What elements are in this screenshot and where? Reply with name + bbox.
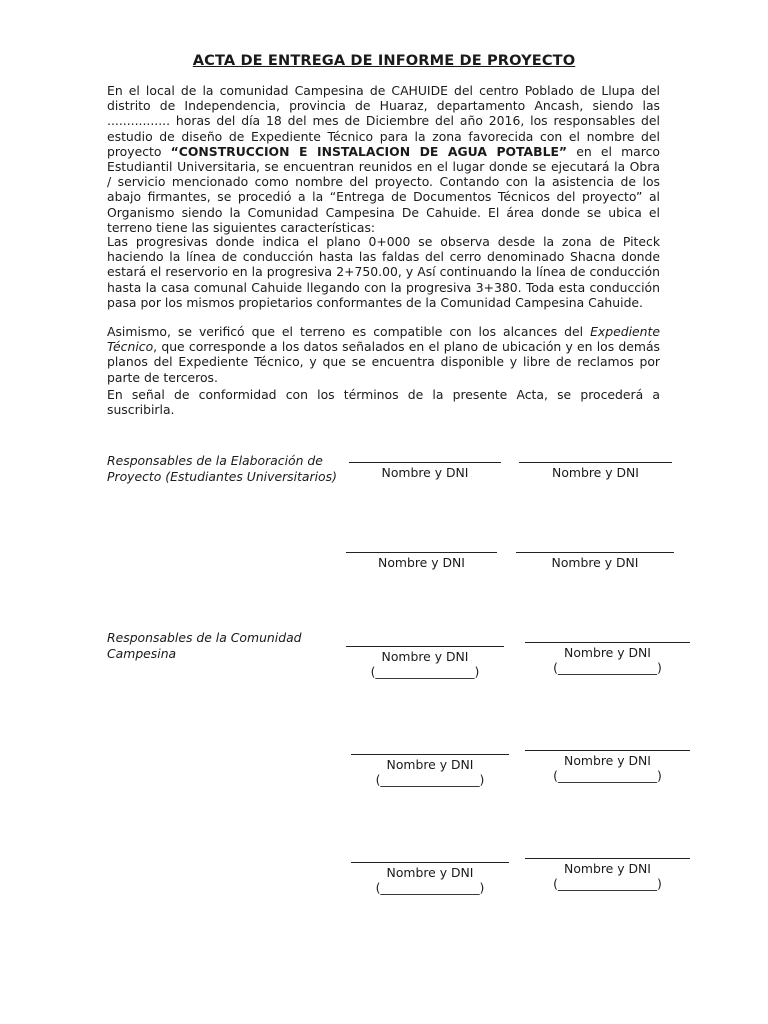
signature-caption: Nombre y DNI [386, 757, 474, 772]
signature-line [525, 750, 690, 751]
signature-block [525, 858, 690, 891]
intro-text-end: en el marco Estudiantil Universitaria, se encuentran reunidos en el lugar donde se ejecutará la Obra / servicio mencionado como nombre del proyecto. Contando con la asistencia de los abajo firmantes, se procedió a la “Entrega de Documentos Técnicos del proyecto” al Organismo siendo la Comunidad Campesina De Cahuide. El área donde se ubica el terreno tiene las siguientes características: [107, 143, 660, 235]
signature-caption: Nombre y DNI [381, 465, 469, 480]
signature-block [346, 646, 504, 679]
signature-block [519, 462, 672, 481]
verification-text-start: Asimismo, se verificó que el terreno es compatible con los alcances del [107, 324, 591, 339]
signature-caption: Nombre y DNI [552, 465, 639, 480]
signature-line [349, 462, 501, 463]
signature-line [516, 552, 674, 553]
signature-id-parenthesis: (________________) [375, 772, 485, 787]
signature-line [346, 552, 497, 553]
signature-block [351, 862, 509, 895]
signature-id-parenthesis: (________________) [553, 768, 662, 783]
progresivas-paragraph: Las progresivas donde indica el plano 0+000 se observa desde la zona de Piteck haciendo la línea de conducción hasta las faldas del cerro denominado Shacna donde estará el reservorio en la progresiva 2+750.00, y Así continuando la línea de conducción hasta la casa comunal Cahuide llegando con la progresiva 3+380. Toda esta conducción pasa por los mismos propietarios conformantes de la Comunidad Campesina Cahuide. [107, 234, 660, 310]
students-responsibles-label: Responsables de la Elaboración de Proyecto (Estudiantes Universitarios) [107, 453, 337, 484]
signature-caption: Nombre y DNI [381, 649, 469, 664]
conformity-paragraph: En señal de conformidad con los términos de la presente Acta, se procederá a suscribirla. [107, 387, 660, 418]
signature-block [351, 754, 509, 787]
signature-id-parenthesis: (________________) [553, 876, 662, 891]
signature-id-parenthesis: (________________) [375, 880, 485, 895]
signature-caption: Nombre y DNI [551, 555, 639, 570]
signature-id-parenthesis: (________________) [370, 664, 480, 679]
signature-line [351, 754, 509, 755]
project-name: “CONSTRUCCION E INSTALACION DE AGUA POTABLE” [170, 143, 568, 159]
signature-line [525, 858, 690, 859]
signature-block [525, 642, 690, 675]
intro-text-start: En el local de la comunidad Campesina de CAHUIDE del centro Poblado de Llupa del distrito de Independencia, provincia de Huaraz, departamento Ancash, siendo las ................ horas del día 18 del mes de Diciembre del año 2016, los responsables del estudio de diseño de Expediente Técnico para la zona favorecida con el nombre del proyecto [107, 83, 660, 159]
signature-caption: Nombre y DNI [378, 555, 465, 570]
verification-paragraph [107, 324, 660, 385]
signature-line [519, 462, 672, 463]
signature-line [346, 646, 504, 647]
signature-block [516, 552, 674, 571]
expediente-tecnico-term: Expediente Técnico [107, 324, 660, 355]
document-title: ACTA DE ENTREGA DE INFORME DE PROYECTO [192, 52, 576, 69]
signature-id-parenthesis: (________________) [553, 660, 662, 675]
signature-block [525, 750, 690, 783]
signature-caption: Nombre y DNI [386, 865, 474, 880]
signature-caption: Nombre y DNI [564, 753, 651, 768]
signature-line [525, 642, 690, 643]
signature-line [351, 862, 509, 863]
signature-block [349, 462, 501, 481]
verification-text-end: , que corresponde a los datos señalados en el plano de ubicación y en los demás planos del Expediente Técnico, y que se encuentra disponible y libre de reclamos por parte de terceros. [107, 339, 660, 385]
signature-block [346, 552, 497, 571]
signature-caption: Nombre y DNI [564, 861, 651, 876]
intro-paragraph [107, 83, 660, 235]
signature-caption: Nombre y DNI [564, 645, 651, 660]
community-responsibles-label: Responsables de la Comunidad Campesina [107, 630, 302, 661]
